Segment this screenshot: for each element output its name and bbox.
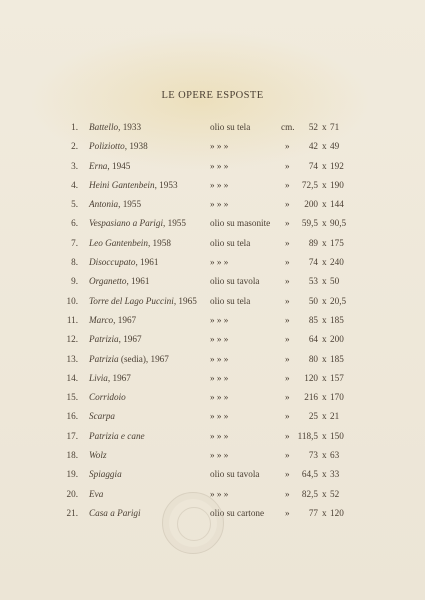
work-height: 74 — [308, 257, 318, 268]
work-unit: » — [285, 430, 290, 441]
times-sign: x — [322, 199, 327, 210]
work-number: 16. — [66, 411, 78, 422]
work-title-cell — [89, 180, 178, 191]
work-title-cell — [89, 450, 107, 461]
work-title-cell — [89, 199, 141, 210]
work-technique: olio su cartone — [210, 507, 265, 518]
work-title: Corridoio — [89, 392, 126, 403]
work-technique: » » » — [210, 450, 229, 461]
work-row — [0, 373, 425, 392]
work-number: 17. — [66, 430, 78, 441]
work-title: Spiaggia — [89, 469, 122, 480]
work-height: 120 — [304, 372, 318, 383]
work-width: 49 — [330, 141, 340, 152]
work-year: , 1961 — [135, 257, 159, 268]
work-technique: olio su tela — [210, 237, 251, 248]
work-unit: » — [285, 488, 290, 499]
times-sign: x — [322, 179, 327, 190]
work-number: 12. — [66, 334, 78, 345]
times-sign: x — [322, 392, 327, 403]
work-unit: » — [285, 160, 290, 171]
work-row — [0, 180, 425, 199]
work-title: Torre del Lago Puccini — [89, 295, 174, 306]
work-technique: » » » — [210, 353, 229, 364]
work-row — [0, 315, 425, 334]
work-year: , 1965 — [173, 295, 197, 306]
work-row — [0, 161, 425, 180]
work-title: Patrizia — [89, 334, 119, 345]
work-row — [0, 450, 425, 469]
work-unit: » — [285, 276, 290, 287]
work-number: 8. — [71, 257, 78, 268]
embossed-seal-icon — [162, 492, 224, 554]
work-row — [0, 334, 425, 353]
work-width: 192 — [330, 160, 344, 171]
work-year: , 1955 — [118, 199, 142, 210]
work-year: , 1938 — [124, 141, 148, 152]
work-number: 21. — [66, 507, 78, 518]
work-number: 13. — [66, 353, 78, 364]
times-sign: x — [322, 372, 327, 383]
work-title: Eva — [89, 488, 104, 499]
work-width: 240 — [330, 257, 344, 268]
times-sign: x — [322, 295, 327, 306]
work-technique: » » » — [210, 141, 229, 152]
work-technique: » » » — [210, 372, 229, 383]
work-width: 144 — [330, 199, 344, 210]
work-title: Leo Gantenbein — [89, 237, 148, 248]
work-technique: » » » — [210, 160, 229, 171]
work-title: Scarpa — [89, 411, 116, 422]
work-title: Battello — [89, 122, 119, 132]
work-height: 50 — [308, 295, 318, 306]
work-height: 85 — [308, 314, 318, 325]
work-row — [0, 141, 425, 160]
work-height: 216 — [304, 392, 318, 403]
work-title: Disoccupato — [89, 257, 136, 268]
work-unit: » — [285, 450, 290, 461]
work-technique: » » » — [210, 411, 229, 422]
times-sign: x — [322, 257, 327, 268]
work-year: , 1945 — [107, 160, 131, 171]
work-title: Patrizia e cane — [89, 430, 145, 441]
work-unit: » — [285, 314, 290, 325]
work-unit: » — [285, 507, 290, 518]
work-title-cell — [89, 257, 158, 268]
work-width: 175 — [330, 237, 344, 248]
work-title: Livia — [89, 372, 108, 383]
work-title-cell — [89, 218, 186, 229]
work-row — [0, 431, 425, 450]
work-height: 82,5 — [301, 488, 318, 499]
work-title-cell — [89, 373, 131, 384]
work-year: , 1958 — [147, 237, 171, 248]
work-height: 42 — [308, 141, 318, 152]
work-unit: » — [285, 411, 290, 422]
times-sign: x — [322, 276, 327, 287]
work-number: 9. — [71, 276, 78, 287]
work-technique: olio su tela — [210, 122, 251, 132]
times-sign: x — [322, 507, 327, 518]
work-width: 33 — [330, 469, 340, 480]
work-width: 190 — [330, 179, 344, 190]
times-sign: x — [322, 469, 327, 480]
work-row — [0, 392, 425, 411]
work-unit: » — [285, 218, 290, 229]
work-year: , 1933 — [118, 122, 142, 132]
times-sign: x — [322, 314, 327, 325]
times-sign: x — [322, 218, 327, 229]
work-unit: » — [285, 295, 290, 306]
work-height: 77 — [308, 507, 318, 518]
work-title-cell — [89, 161, 130, 172]
work-row — [0, 199, 425, 218]
work-height: 59,5 — [301, 218, 318, 229]
work-height: 72,5 — [301, 179, 318, 190]
work-title: Wolz — [89, 450, 107, 461]
times-sign: x — [322, 488, 327, 499]
work-title: Erna — [89, 160, 108, 171]
times-sign: x — [322, 450, 327, 461]
work-number: 4. — [71, 179, 78, 190]
work-title-cell — [89, 508, 141, 519]
work-width: 185 — [330, 353, 344, 364]
work-unit: cm. — [281, 122, 295, 132]
work-number: 19. — [66, 469, 78, 480]
work-width: 170 — [330, 392, 344, 403]
work-width: 21 — [330, 411, 340, 422]
work-height: 80 — [308, 353, 318, 364]
work-unit: » — [285, 257, 290, 268]
work-title: Casa a Parigi — [89, 507, 141, 518]
work-height: 52 — [308, 122, 318, 132]
work-technique: olio su tela — [210, 295, 251, 306]
work-unit: » — [285, 372, 290, 383]
work-width: 90,5 — [330, 218, 347, 229]
page-title: LE OPERE ESPOSTE — [161, 90, 264, 101]
work-width: 20,5 — [330, 295, 347, 306]
times-sign: x — [322, 122, 327, 132]
work-title: Poliziotto — [89, 141, 125, 152]
work-row — [0, 257, 425, 276]
work-title-cell — [89, 276, 149, 287]
work-title-cell — [89, 431, 145, 442]
work-unit: » — [285, 237, 290, 248]
work-row — [0, 469, 425, 488]
work-year: , 1953 — [154, 179, 178, 190]
work-number: 10. — [66, 295, 78, 306]
work-height: 89 — [308, 237, 318, 248]
work-year: , 1967 — [118, 334, 142, 345]
work-number: 6. — [71, 218, 78, 229]
work-title: Antonia — [89, 199, 119, 210]
work-year: , 1967 — [113, 314, 137, 325]
work-technique: » » » — [210, 334, 229, 345]
work-technique: » » » — [210, 199, 229, 210]
work-width: 200 — [330, 334, 344, 345]
work-height: 53 — [308, 276, 318, 287]
times-sign: x — [322, 160, 327, 171]
work-height: 73 — [308, 450, 318, 461]
work-row — [0, 276, 425, 295]
work-width: 185 — [330, 314, 344, 325]
work-height: 118,5 — [297, 430, 318, 441]
work-row — [0, 218, 425, 237]
work-title-cell — [89, 354, 169, 365]
work-unit: » — [285, 199, 290, 210]
work-title-cell — [89, 238, 171, 249]
work-row — [0, 122, 425, 141]
work-title-cell — [89, 411, 115, 422]
work-unit: » — [285, 353, 290, 364]
work-row — [0, 238, 425, 257]
work-title-cell — [89, 469, 122, 480]
times-sign: x — [322, 411, 327, 422]
work-width: 157 — [330, 372, 344, 383]
work-number: 7. — [71, 237, 78, 248]
work-height: 64,5 — [301, 469, 318, 480]
work-title-cell — [89, 122, 141, 133]
work-height: 74 — [308, 160, 318, 171]
work-unit: » — [285, 179, 290, 190]
seal-inner-ring — [177, 507, 211, 541]
work-number: 15. — [66, 392, 78, 403]
work-height: 64 — [308, 334, 318, 345]
times-sign: x — [322, 237, 327, 248]
work-width: 71 — [330, 122, 340, 132]
work-row — [0, 296, 425, 315]
times-sign: x — [322, 353, 327, 364]
work-year: , 1967 — [107, 372, 131, 383]
work-number: 1. — [71, 122, 78, 132]
work-technique: » » » — [210, 314, 229, 325]
work-width: 150 — [330, 430, 344, 441]
work-number: 2. — [71, 141, 78, 152]
work-technique: » » » — [210, 430, 229, 441]
work-technique: » » » — [210, 392, 229, 403]
work-technique: olio su tavola — [210, 276, 260, 287]
work-height: 200 — [304, 199, 318, 210]
work-number: 20. — [66, 488, 78, 499]
work-row — [0, 411, 425, 430]
work-title: Organetto — [89, 276, 127, 287]
work-number: 11. — [66, 314, 78, 325]
times-sign: x — [322, 334, 327, 345]
work-title-cell — [89, 141, 148, 152]
work-unit: » — [285, 141, 290, 152]
work-title-cell — [89, 296, 197, 307]
work-technique: olio su masonite — [210, 218, 271, 229]
work-title: Marco — [89, 314, 114, 325]
work-width: 50 — [330, 276, 340, 287]
work-title-cell — [89, 489, 103, 500]
work-title: Vespasiano a Parigi — [89, 218, 164, 229]
work-row — [0, 354, 425, 373]
work-number: 3. — [71, 160, 78, 171]
work-number: 5. — [71, 199, 78, 210]
work-width: 120 — [330, 507, 344, 518]
work-technique: olio su tavola — [210, 469, 260, 480]
work-title-cell — [89, 392, 126, 403]
work-technique: » » » — [210, 179, 229, 190]
times-sign: x — [322, 430, 327, 441]
work-unit: » — [285, 334, 290, 345]
times-sign: x — [322, 141, 327, 152]
work-title: Patrizia — [89, 353, 119, 364]
work-technique: » » » — [210, 257, 229, 268]
work-title: Heini Gantenbein — [89, 179, 155, 190]
work-year: (sedia), 1967 — [118, 353, 169, 364]
work-year: , 1961 — [126, 276, 150, 287]
work-height: 25 — [308, 411, 318, 422]
work-unit: » — [285, 469, 290, 480]
work-width: 52 — [330, 488, 340, 499]
work-unit: » — [285, 392, 290, 403]
work-title-cell — [89, 315, 136, 326]
work-number: 18. — [66, 450, 78, 461]
works-list — [0, 122, 425, 527]
work-year: , 1955 — [163, 218, 186, 229]
work-title-cell — [89, 334, 142, 345]
work-technique: » » » — [210, 488, 229, 499]
work-number: 14. — [66, 372, 78, 383]
work-width: 63 — [330, 450, 340, 461]
